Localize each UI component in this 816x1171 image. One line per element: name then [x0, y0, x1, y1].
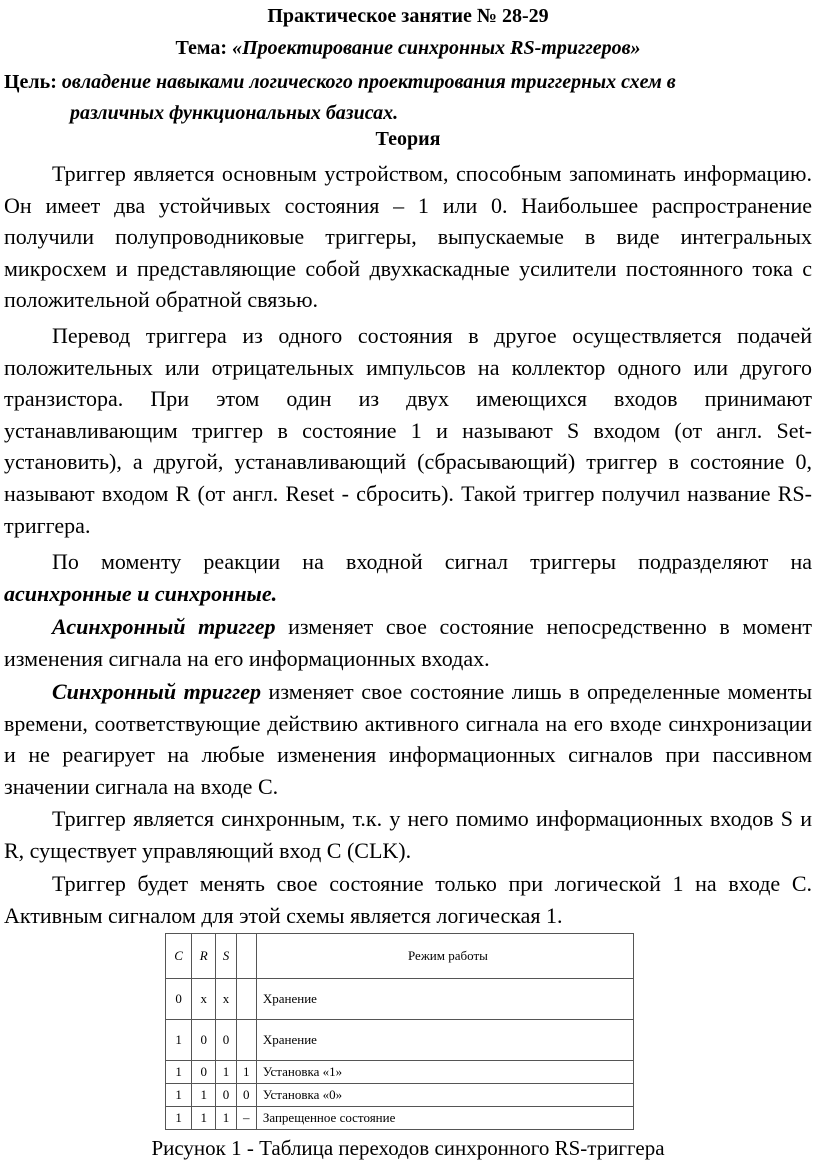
table-cell: 1 [166, 1020, 192, 1061]
table-header-cell: Режим работы [256, 934, 633, 979]
theory-heading: Теория [375, 128, 441, 150]
table-row [166, 1020, 634, 1061]
table-cell: 0 [166, 979, 192, 1020]
table-header-cell: R [192, 934, 216, 979]
table-cell [236, 1020, 256, 1061]
table-cell: 1 [166, 1061, 192, 1084]
paragraph-2 [4, 320, 812, 541]
table-cell: Установка «1» [256, 1061, 633, 1084]
document-title: Практическое занятие № 28-29 [267, 5, 549, 27]
paragraph-5 [4, 676, 812, 802]
paragraph-1 [4, 158, 812, 316]
rs-trigger-table [165, 933, 634, 1130]
table-cell: Установка «0» [256, 1084, 633, 1107]
paragraph-2-text: Перевод триггера из одного состояния в другое осуществляется подачей положительных или отрицательных импульсов на коллектор одного или другого транзистора. При этом один из двух имеющихся входов принимают устанавливающим триггер в состояние 1 и называют S входом (от англ. Set- установить), а другой, устанавливающий (сбрасывающий) триггер в состояние 0, называют входом R (от англ. Reset - сбросить). Такой триггер получил название RS-триггера. [4, 323, 812, 538]
paragraph-7 [4, 868, 812, 931]
table-cell: x [192, 979, 216, 1020]
table-cell: 1 [166, 1107, 192, 1130]
table-cell: 0 [216, 1020, 236, 1061]
paragraph-4-emphasis: Асинхронный триггер [52, 614, 276, 639]
table-cell: Запрещенное состояние [256, 1107, 633, 1130]
table-cell: x [216, 979, 236, 1020]
paragraph-5-emphasis: Синхронный триггер [52, 679, 261, 704]
table-cell: 0 [236, 1084, 256, 1107]
table-cell: – [236, 1107, 256, 1130]
goal-line-2: различных функциональных базисах. [70, 102, 399, 124]
paragraph-7-text: Триггер будет менять свое состояние только при логической 1 на входе С. Активным сигналом для этой схемы является логическая 1. [4, 871, 812, 928]
table-cell: 1 [216, 1107, 236, 1130]
table-cell: Хранение [256, 1020, 633, 1061]
topic-label: Тема: [175, 37, 233, 59]
table-header-cell [236, 934, 256, 979]
paragraph-1-text: Триггер является основным устройством, способным запоминать информацию. Он имеет два устойчивых состояния – 1 или 0. Наибольшее распространение получили полупроводниковые триггеры, выпускаемые в виде интегральных микросхем и представляющие собой двухкаскадные усилители постоянного тока с положительной обратной связью. [4, 161, 812, 313]
paragraph-5-text: изменяет свое состояние лишь в определенные моменты времени, соответствующие действию активного сигнала на его входе синхронизации и не реагирует на любые изменения информационных сигналов при пассивном значении сигнала на входе С. [4, 679, 813, 799]
table-cell: 0 [216, 1084, 236, 1107]
paragraph-3-emphasis: асинхронные и синхронные. [4, 580, 278, 606]
table-header-cell: C [166, 934, 192, 979]
goal-block [4, 67, 814, 129]
table-cell: 0 [192, 1061, 216, 1084]
paragraph-6 [4, 803, 812, 866]
table-cell: 1 [166, 1084, 192, 1107]
table-cell: Хранение [256, 979, 633, 1020]
table-row [166, 979, 634, 1020]
paragraph-6-text: Триггер является синхронным, т.к. у него помимо информационных входов S и R, существует управляющий вход С (CLK). [4, 806, 812, 863]
paragraph-3-text: По моменту реакции на входной сигнал триггеры подразделяют на [52, 549, 812, 574]
table-header-cell: S [216, 934, 236, 979]
table-cell: 1 [236, 1061, 256, 1084]
table-row [166, 1107, 634, 1130]
paragraph-4 [4, 611, 812, 674]
paragraph-3 [4, 546, 812, 609]
goal-line-1: овладение навыками логического проектирования триггерных схем в [61, 71, 676, 93]
topic-value: «Проектирование синхронных RS-триггеров» [232, 37, 641, 59]
figure-caption: Рисунок 1 - Таблица переходов синхронного RS-триггера [151, 1136, 665, 1160]
table-cell: 1 [192, 1107, 216, 1130]
table-cell: 1 [192, 1084, 216, 1107]
goal-label: Цель: [4, 71, 62, 93]
topic-line [0, 37, 816, 60]
paragraph-4-text: изменяет свое состояние непосредственно в момент изменения сигнала на его информационных входах. [4, 614, 812, 671]
table-row [166, 1084, 634, 1107]
table-cell [236, 979, 256, 1020]
table-header-row [166, 934, 634, 979]
table-cell: 0 [192, 1020, 216, 1061]
table-cell: 1 [216, 1061, 236, 1084]
table-row [166, 1061, 634, 1084]
